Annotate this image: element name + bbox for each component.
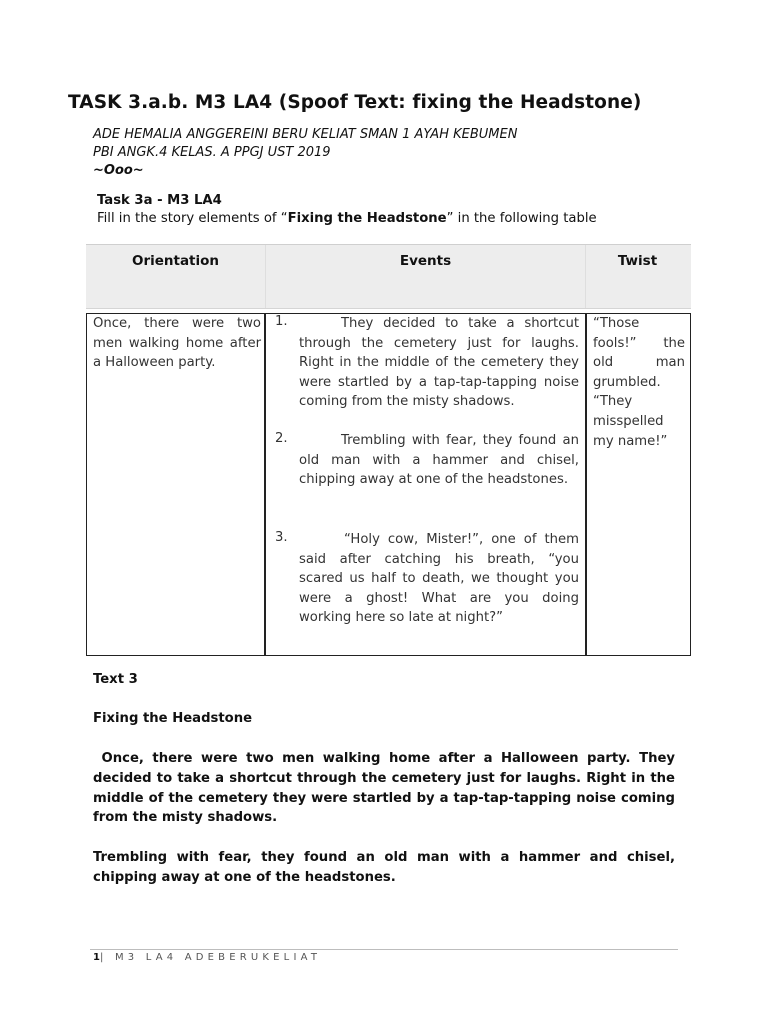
header-twist: Twist	[617, 253, 658, 269]
table-header-row	[86, 244, 691, 309]
footer-separator: |	[99, 952, 108, 963]
event-text: They decided to take a shortcut through the cemetery just for laughs. Right in the middle of the cemetery they were startled by a tap-tap-tapping noise coming from the misty shadows.	[299, 316, 579, 410]
event-text: Trembling with fear, they found an old man with a hammer and chisel, chipping away at one of the headstones.	[299, 433, 579, 488]
author-separator: ~Ooo~	[93, 163, 144, 178]
task-instruction	[97, 211, 597, 226]
author-line-2: PBI ANGK.4 KELAS. A PPGJ UST 2019	[93, 145, 331, 160]
instruction-story-title: Fixing the Headstone	[287, 211, 447, 226]
author-block	[93, 126, 517, 180]
text3-heading: Fixing the Headstone	[93, 711, 253, 726]
task-heading: Task 3a - M3 LA4	[97, 193, 222, 208]
event-number: 2.	[275, 431, 288, 446]
column-divider	[264, 314, 266, 655]
orientation-cell: Once, there were two men walking home after a Halloween party.	[93, 316, 261, 371]
table-body-row	[86, 313, 691, 656]
twist-cell: “Those fools!” the old man grumbled. “They misspelled my name!”	[593, 316, 685, 449]
footer-text: M3 LA4 ADEBERUKELIAT	[114, 952, 322, 963]
document-title: TASK 3.a.b. M3 LA4 (Spoof Text: fixing the Headstone)	[68, 92, 642, 113]
footer-rule	[90, 949, 678, 950]
event-number: 3.	[275, 530, 288, 545]
author-line-1: ADE HEMALIA ANGGEREINI BERU KELIAT SMAN 1 AYAH KEBUMEN	[93, 127, 518, 142]
instruction-before: Fill in the story elements of “	[97, 211, 288, 226]
page-footer	[93, 952, 321, 963]
event-number: 1.	[275, 314, 288, 329]
text3-paragraph-2: Trembling with fear, they found an old man with a hammer and chisel, chipping away at one of the headstones.	[93, 850, 675, 885]
header-orientation: Orientation	[131, 253, 220, 269]
column-divider	[585, 314, 587, 655]
instruction-after: ” in the following table	[446, 211, 597, 226]
text3-label: Text 3	[93, 672, 138, 687]
event-text: “Holy cow, Mister!”, one of them said after catching his breath, “you scared us half to death, we thought you were a ghost! What are you doing working here so late at night?”	[299, 532, 579, 626]
text3-paragraph-1: Once, there were two men walking home after a Halloween party. They decided to take a shortcut through the cemetery just for laughs. Right in the middle of the cemetery they were startled by a tap-tap-tapping noise coming from the misty shadows.	[93, 751, 680, 826]
header-events: Events	[399, 253, 452, 269]
story-elements-table	[86, 244, 691, 656]
page-number: 1	[93, 952, 100, 963]
